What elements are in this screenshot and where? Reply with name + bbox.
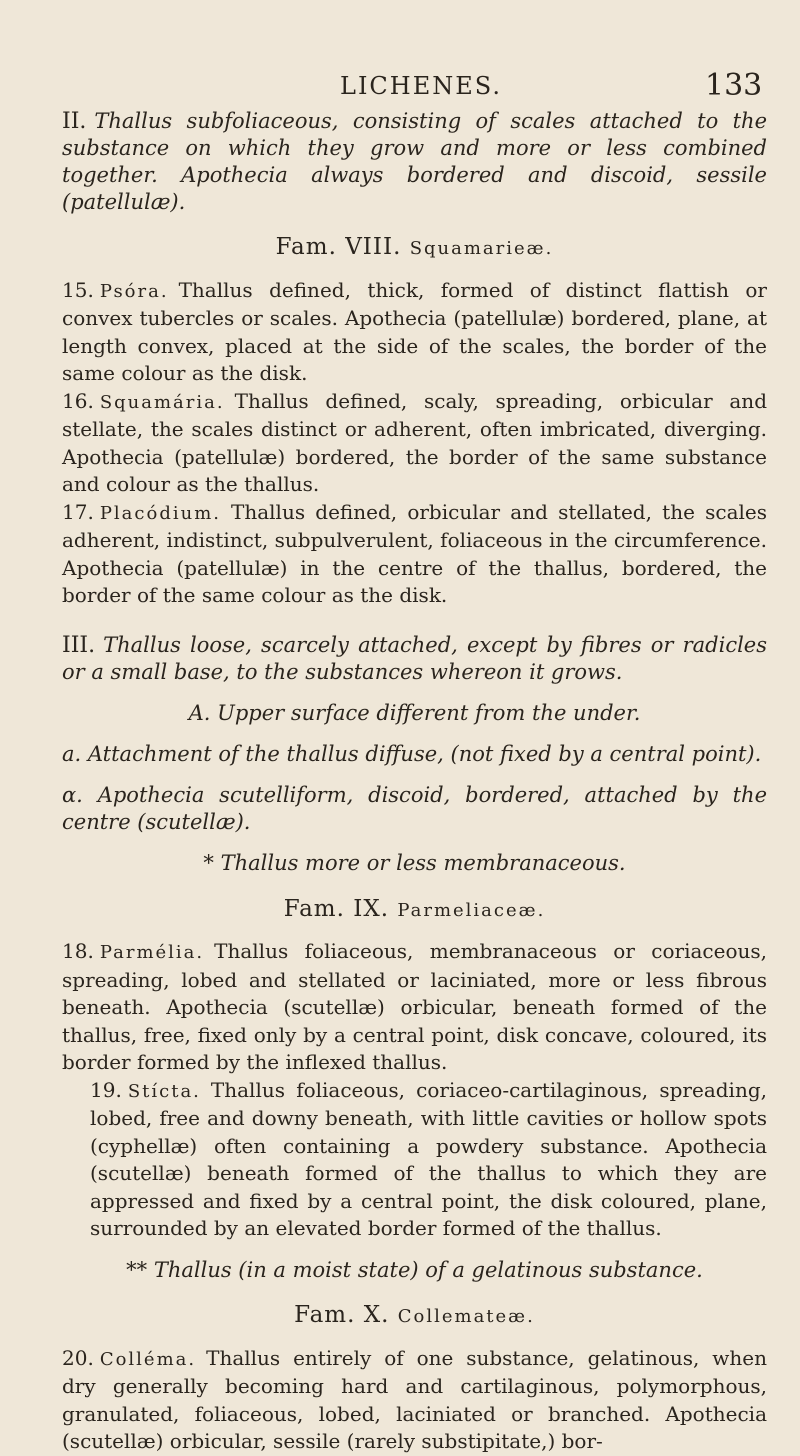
section-III xyxy=(62,632,767,686)
genus-name: Placódium. xyxy=(99,502,221,524)
genus-name: Psóra. xyxy=(99,280,169,302)
family-name: Squamarieæ. xyxy=(409,238,554,259)
entry-15 xyxy=(62,277,767,388)
genus-name: Stícta. xyxy=(127,1080,201,1102)
section-II xyxy=(62,108,767,216)
genus-name: Colléma. xyxy=(99,1348,197,1370)
family-name: Collemateæ. xyxy=(397,1306,535,1327)
family-prefix: Fam. IX. xyxy=(283,895,389,922)
entry-number: 18. xyxy=(62,939,94,963)
entry-20 xyxy=(62,1345,767,1456)
subsection-a: a. Attachment of the thallus diffuse, (not fixed by a central point). xyxy=(62,742,762,766)
family-heading-VIII xyxy=(62,234,767,263)
genus-name: Squamária. xyxy=(99,391,225,413)
page-number: 133 xyxy=(705,68,763,103)
entry-18 xyxy=(62,938,767,1077)
entry-number: 19. xyxy=(90,1077,122,1102)
section-text: Thallus subfoliaceous, consisting of scales attached to the substance on which they grow and more or less combined together. Apothecia always bordered and discoid, sessile (patellulæ). xyxy=(62,109,767,214)
entry-text: Thallus foliaceous, coriaceo-cartilaginous, spreading, lobed, free and downy beneath, with little cavities or hollow spots (cyphellæ) often containing a powdery substance. Apothecia (scutellæ) beneath formed of the thallus to which they are appressed and fixed by a central point, the disk coloured, plane, surrounded by an elevated border formed of the thallus. xyxy=(90,1077,767,1240)
section-text: Thallus loose, scarcely attached, except by fibres or radicles or a small base, to the substances whereon it grows. xyxy=(62,632,767,684)
entry-text: Thallus entirely of one substance, gelatinous, when dry generally becoming hard and cartilaginous, polymorphous, granulated, foliaceous, lobed, laciniated or branched. Apothecia (scutellæ) orbicular, sessile (rarely substipitate,) bor- xyxy=(62,1345,767,1453)
subsection-double-star: ** Thallus (in a moist state) of a gelatinous substance. xyxy=(126,1257,703,1282)
family-name: Parmeliaceæ. xyxy=(397,899,546,921)
subsection-star: * Thallus more or less membranaceous. xyxy=(203,851,626,875)
entry-text: Thallus defined, scaly, spreading, orbicular and stellate, the scales distinct or adherent, often imbricated, diverging. Apothecia (patellulæ) bordered, the border of the same substance and colour as the thallus. xyxy=(62,388,767,496)
section-number: III. xyxy=(62,632,96,658)
entry-16 xyxy=(62,388,767,499)
subsection-A: A. Upper surface different from the under. xyxy=(188,700,641,725)
entry-number: 17. xyxy=(62,499,94,524)
subsection-alpha: α. Apothecia scutelliform, discoid, bordered, attached by the centre (scutellæ). xyxy=(62,783,767,834)
entry-text: Thallus foliaceous, membranaceous or coriaceous, spreading, lobed and stellated or laciniated, more or less fibrous beneath. Apothecia (scutellæ) orbicular, beneath formed of the thallus, free, fixed only by a central point, disk concave, coloured, its border formed by the inflexed thallus. xyxy=(62,939,767,1074)
family-prefix: Fam. VIII. xyxy=(275,234,402,260)
entry-text: Thallus defined, thick, formed of distinct flattish or convex tubercles or scales. Apothecia (patellulæ) bordered, plane, at length convex, placed at the side of the scales, the border of the same colour as the disk. xyxy=(62,277,767,385)
entry-text: Thallus defined, orbicular and stellated, the scales adherent, indistinct, subpulverulent, foliaceous in the circumference. Apothecia (patellulæ) in the centre of the thallus, bordered, the border of the same colour as the disk. xyxy=(62,499,767,607)
entry-19 xyxy=(62,1077,767,1243)
family-prefix: Fam. X. xyxy=(294,1302,390,1328)
family-heading-X xyxy=(62,1302,767,1331)
page-header xyxy=(0,68,800,104)
running-head: LICHENES. xyxy=(340,72,502,100)
entry-number: 16. xyxy=(62,388,94,413)
genus-name: Parmélia. xyxy=(99,942,205,963)
entry-number: 20. xyxy=(62,1345,94,1370)
entry-number: 15. xyxy=(62,277,94,302)
section-number: II. xyxy=(62,109,87,134)
entry-17 xyxy=(62,499,767,610)
page-body xyxy=(62,108,767,1456)
family-heading-IX xyxy=(62,896,767,925)
